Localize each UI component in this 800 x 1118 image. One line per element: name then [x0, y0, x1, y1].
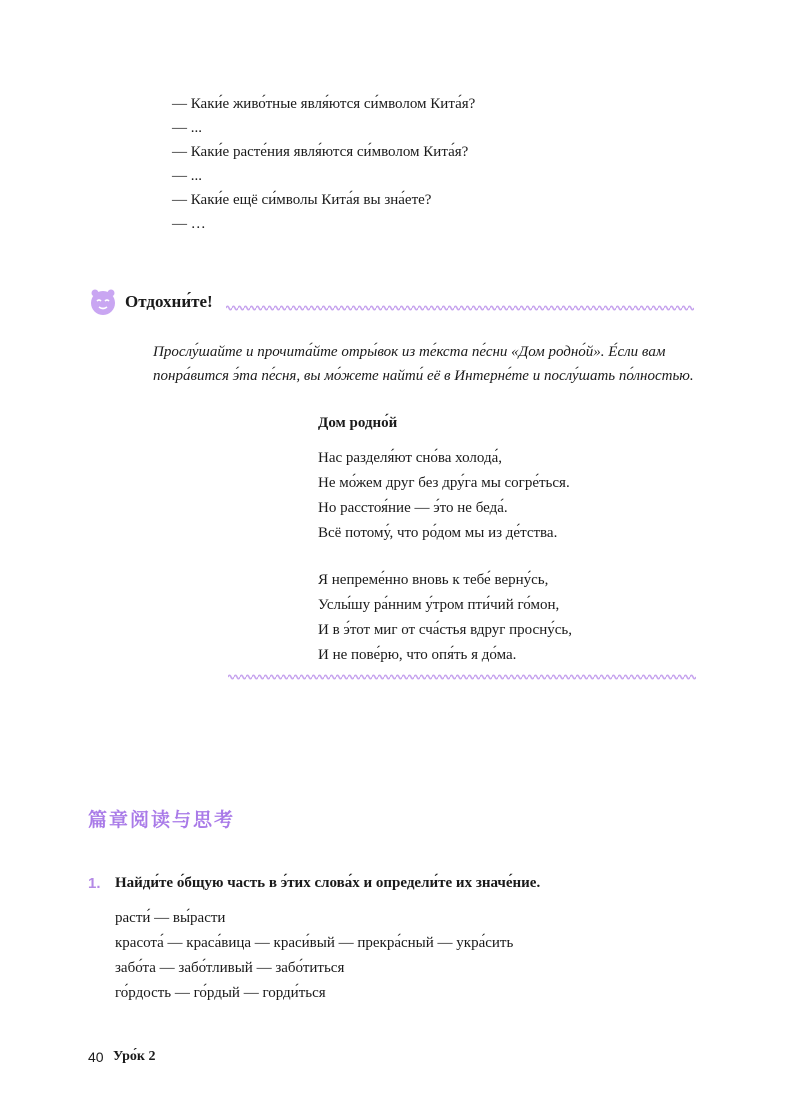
dialogue-line: — Каки́е живо́тные явля́ются си́мволом Кита́я? — [172, 96, 476, 112]
dialogue-block — [172, 92, 475, 236]
dialogue-line: — ... — [172, 120, 202, 136]
dialogue-line: — Каки́е расте́ния явля́ются си́мволом Кита́я? — [172, 144, 469, 160]
song-line: Услы́шу ра́нним у́тром пти́чий го́мон, — [318, 597, 560, 613]
lesson-label: Уро́к 2 — [113, 1049, 156, 1064]
dialogue-line: — Каки́е ещё си́мволы Кита́я вы зна́ете? — [172, 192, 432, 208]
word-group: забо́та — забо́тливый — забо́титься — [115, 960, 345, 976]
page-number: 40 — [88, 1049, 104, 1065]
word-groups — [115, 906, 513, 1006]
song-line: Всё потому́, что ро́дом мы из де́тства. — [318, 525, 558, 541]
exercise-number: 1. — [88, 875, 101, 892]
song-line: Но расстоя́ние — э́то не беда́. — [318, 500, 508, 516]
song-line: Нас разделя́ют сно́ва холода́, — [318, 450, 502, 466]
rest-face-icon — [88, 287, 118, 317]
song-stanza-1 — [318, 446, 570, 546]
rest-section-title: Отдохни́те! — [125, 292, 213, 311]
word-group: го́рдость — го́рдый — горди́ться — [115, 985, 326, 1001]
song-title: Дом родно́й — [318, 415, 398, 431]
song-line: И не пове́рю, что опя́ть я до́ма. — [318, 647, 517, 663]
section-heading: 篇章阅读与思考 — [88, 809, 236, 831]
exercise-instruction: Найди́те о́бщую часть в э́тих слова́х и определи́те их значе́ние. — [115, 875, 541, 891]
song-stanza-2 — [318, 568, 572, 668]
wavy-divider-top — [226, 304, 694, 312]
word-group: расти́ — вы́расти — [115, 910, 226, 926]
dialogue-line: — ... — [172, 168, 202, 184]
song-line: Не мо́жем друг без дру́га мы согре́ться. — [318, 475, 570, 491]
song-instructions: Прослу́шайте и прочита́йте отры́вок из те́кста пе́сни «Дом родно́й». Е́сли вам понра́вится э́та пе́сня, вы мо́жете найти́ её в Интерне́те и послу́шать по́лностью. — [153, 344, 694, 384]
wavy-divider-bottom — [228, 673, 696, 681]
word-group: красота́ — краса́вица — краси́вый — прекра́сный — укра́сить — [115, 935, 514, 951]
song-line: Я непреме́нно вновь к тебе́ верну́сь, — [318, 572, 549, 588]
dialogue-line: — … — [172, 216, 206, 232]
song-line: И в э́тот миг от сча́стья вдруг просну́сь, — [318, 622, 572, 638]
